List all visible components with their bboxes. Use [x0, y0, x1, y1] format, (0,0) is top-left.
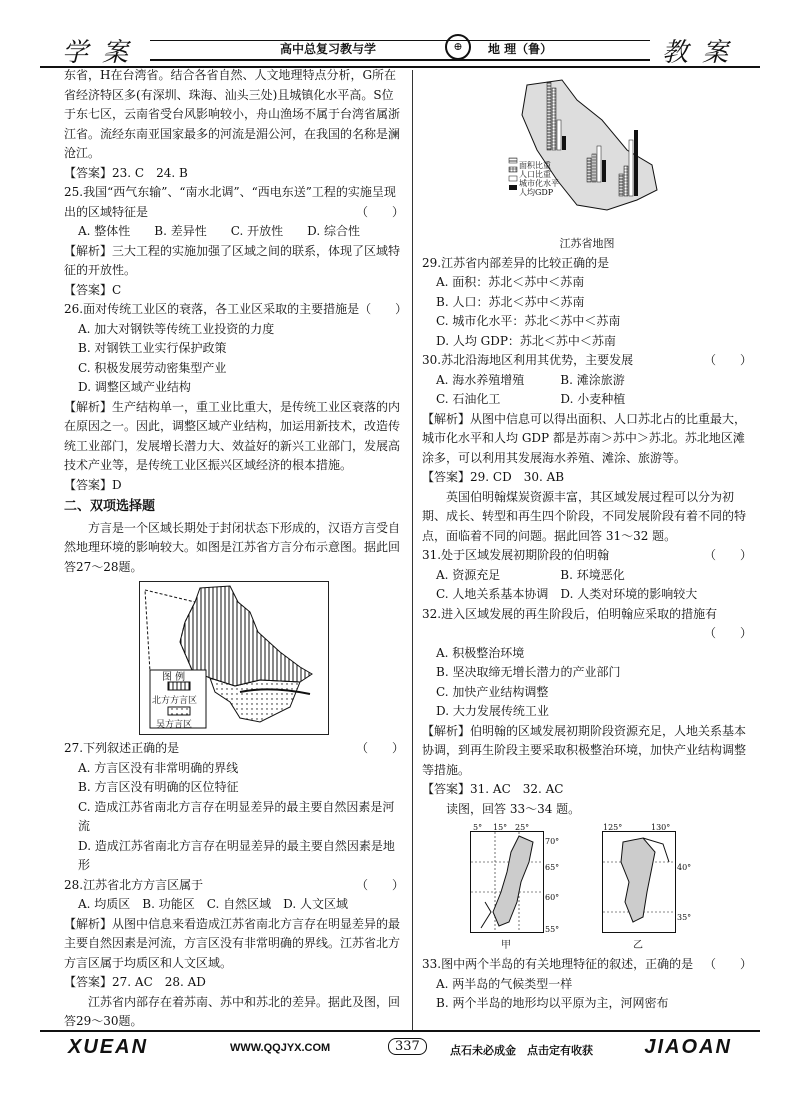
- q26-explanation: 【解析】生产结构单一，重工业比重大，是传统工业区衰落的内在原因之一。因此，调整区域产业结构，加运用新技术，改造传统工业部门，发展增长潜力大、效益好的新兴工业部门，发展高技术产业等，是传统工业区振兴区域经济的根本措施。: [64, 399, 401, 472]
- q29-30-answer: 【答案】29. CD 30. AB: [422, 470, 565, 484]
- q33-bracket: （ ）: [703, 957, 752, 971]
- q27-28-intro: 方言是一个区域长期处于封闭状态下形成的，汉语方言受自然地理环境的影响较大。如图是江苏省方言分布示意图。据此回答27～28题。: [64, 520, 401, 574]
- q25-text: 25.我国“西气东输”、“南水北调”、“西电东送”工程的实施呈现出的区域特征是: [64, 185, 396, 219]
- q24-explanation-cont: 东省，H在台湾省。结合各省自然、人文地理特点分析，G所在省经济特区多(有深圳、珠海、汕头三处)且城镇化水平高。S位于东七区，云南省受台风影响较小，舟山渔场不属于台湾省属浙江省。流经东南亚国家最多的河流是湄公河，在我国的名称是澜沧江。: [64, 68, 401, 160]
- q25-stem: [64, 183, 404, 222]
- q32-option-c: C. 加快产业结构调整: [436, 684, 549, 699]
- q30-options-ab: A. 海水养殖增殖 B. 滩涂旅游: [436, 372, 625, 387]
- q29-option-a: A. 面积：苏北＜苏中＜苏南: [436, 275, 585, 289]
- map-a-lat-70: 70°: [545, 837, 560, 846]
- chart-legend-area: 面积比重: [519, 161, 551, 170]
- page-footer: [40, 1030, 760, 1066]
- q27-text: 27.下列叙述正确的是: [64, 741, 180, 755]
- q27-option-a: A. 方言区没有非常明确的界线: [78, 760, 239, 775]
- q25-explanation: 【解析】三大工程的实施加强了区域之间的联系，体现了区域特征的开放性。: [64, 243, 401, 277]
- q28-stem: [64, 876, 404, 896]
- map-a-lon-25: 25°: [515, 823, 530, 832]
- q30-bracket: （ ）: [703, 353, 752, 367]
- q32-stem: 32.进入区域发展的再生阶段后，伯明翰应采取的措施有: [422, 606, 718, 621]
- legend-north-dialect: 北方方言区: [152, 696, 198, 706]
- column-divider: [412, 70, 413, 1030]
- q28-bracket: （ ）: [355, 877, 404, 892]
- footer-left-brand: XUEAN: [68, 1036, 149, 1058]
- jiangsu-map-graphic: [507, 70, 667, 230]
- q27-option-d: D. 造成江苏省南北方言存在明显差异的最主要自然因素是地形: [78, 838, 395, 872]
- q25-options: A. 整体性 B. 差异性 C. 开放性 D. 综合性: [78, 224, 360, 238]
- q33-stem: [422, 955, 752, 975]
- q33-option-a: A. 两半岛的气候类型一样: [436, 976, 573, 991]
- q29-option-c: C. 城市化水平：苏北＜苏中＜苏南: [436, 314, 621, 328]
- q29-stem: 29.江苏省内部差异的比较正确的是: [422, 255, 610, 270]
- q25-bracket: （ ）: [355, 204, 404, 219]
- q31-32-intro: 英国伯明翰煤炭资源丰富，其区域发展过程可以分为初期、成长、转型和再生四个阶段，不同发展阶段有着不同的特点，面临着不同的问题。据此回答 31～32 题。: [422, 489, 747, 543]
- map-b-lat-40: 40°: [677, 863, 692, 872]
- q29-30-intro: 江苏省内部存在着苏南、苏中和苏北的差异。据此及图，回答29～30题。: [64, 994, 401, 1028]
- footer-motto: 点石未必成金 点击定有收获: [450, 1044, 593, 1057]
- header-right-title: 教案: [661, 38, 742, 68]
- q27-bracket: （ ）: [355, 741, 404, 755]
- q30-options-cd: C. 石油化工 D. 小麦种植: [436, 392, 626, 406]
- chart-legend-urbanization: 城市化水平: [519, 179, 559, 188]
- q26-option-b: B. 对钢铁工业实行保护政策: [78, 341, 227, 355]
- q28-text: 28.江苏省北方方言区属于: [64, 877, 204, 892]
- chart-legend-gdp: 人均GDP: [519, 188, 554, 197]
- q30-explanation: 【解析】从图中信息可以得出面积、人口苏北占的比重最大，城市化水平和人均 GDP 都是苏南＞苏中＞苏北。苏北地区滩涂多，可以利用其发展海水养殖、滩涂、旅游等。: [422, 411, 747, 465]
- map-b-lon-125: 125°: [603, 823, 623, 832]
- map-a-lat-55: 55°: [545, 925, 560, 934]
- publisher-logo-icon: ⊕: [445, 34, 471, 60]
- q27-stem: [64, 739, 404, 759]
- map-a-scandinavia: [470, 823, 560, 951]
- q31-options-ab: A. 资源充足 B. 环境恶化: [436, 567, 625, 582]
- q26-stem: 26.面对传统工业区的衰落，各工业区采取的主要措施是（ ）: [64, 302, 408, 316]
- jiangsu-dialect-map: [139, 581, 329, 735]
- q28-explanation: 【解析】从图中信息来看造成江苏省南北方言存在明显差异的最主要自然因素是河流，方言区没有非常明确的界线。江苏省北方方言区属于均质区和人文区域。: [64, 916, 401, 970]
- q31-stem: [422, 546, 752, 566]
- q27-option-c: C. 造成江苏省南北方言存在明显差异的最主要自然因素是河流: [78, 799, 395, 833]
- q26-option-a: A. 加大对钢铁等传统工业投资的力度: [78, 321, 275, 336]
- header-left-title: 学案: [62, 38, 143, 68]
- map-a-label: 甲: [501, 940, 511, 951]
- left-column: [64, 66, 408, 1032]
- q30-text: 30.苏北沿海地区利用其优势，主要发展: [422, 353, 634, 367]
- q31-options-cd: C. 人地关系基本协调 D. 人类对环境的影响较大: [436, 587, 698, 601]
- q32-bracket: （ ）: [703, 626, 752, 640]
- header-subject: 地 理（鲁）: [488, 42, 553, 56]
- footer-rule: [40, 1030, 760, 1032]
- q33-34-intro: 读图，回答 33～34 题。: [446, 801, 581, 816]
- header-series-title: 高中总复习教与学: [280, 42, 377, 56]
- footer-url: WWW.QQJYX.COM: [230, 1042, 331, 1054]
- legend-title: 图 例: [162, 672, 186, 683]
- page-number: 337: [388, 1038, 427, 1055]
- q31-text: 31.处于区域发展初期阶段的伯明翰: [422, 548, 610, 562]
- peninsula-maps: [422, 821, 752, 953]
- q30-stem: [422, 351, 752, 371]
- q32-explanation: 【解析】伯明翰的区域发展初期阶段资源充足，人地关系基本协调，到再生阶段主要采取积极整治环境，加快产业结构调整等措施。: [422, 723, 747, 777]
- q26-option-c: C. 积极发展劳动密集型产业: [78, 360, 227, 375]
- map-b-korea: [602, 823, 692, 951]
- q25-answer: 【答案】C: [64, 282, 122, 297]
- map-b-lat-35: 35°: [677, 913, 692, 922]
- q29-option-d: D. 人均 GDP：苏北＜苏中＜苏南: [436, 333, 616, 348]
- q26-answer: 【答案】D: [64, 477, 122, 492]
- chart-legend-population: 人口比重: [519, 170, 551, 179]
- jiangsu-map-caption: 江苏省地图: [559, 237, 615, 250]
- q29-option-b: B. 人口：苏北＜苏中＜苏南: [436, 294, 585, 309]
- map-a-lon-5: 5°: [473, 823, 483, 832]
- q32-option-d: D. 大力发展传统工业: [436, 704, 549, 718]
- q23-24-answer: 【答案】23. C 24. B: [64, 165, 188, 180]
- q27-option-b: B. 方言区没有明确的区位特征: [78, 780, 239, 794]
- map-a-lat-65: 65°: [545, 863, 560, 872]
- map-a-lon-15: 15°: [493, 823, 508, 832]
- q27-28-answer: 【答案】27. AC 28. AD: [64, 975, 206, 989]
- q33-text: 33.图中两个半岛的有关地理特征的叙述，正确的是: [422, 957, 694, 971]
- jiangsu-stats-map: [507, 70, 667, 230]
- q32-option-b: B. 坚决取缔无增长潜力的产业部门: [436, 665, 621, 679]
- q28-options: A. 均质区 B. 功能区 C. 自然区域 D. 人文区域: [78, 897, 348, 911]
- q33-option-b: B. 两个半岛的地形均以平原为主，河网密布: [436, 996, 669, 1010]
- map-b-lon-130: 130°: [651, 823, 671, 832]
- q32-option-a: A. 积极整治环境: [436, 645, 525, 660]
- header-band: [150, 40, 650, 61]
- map-b-label: 乙: [633, 940, 643, 951]
- section-heading-double-choice: 二、双项选择题: [64, 499, 156, 514]
- map-a-graphic: [471, 832, 543, 932]
- map-a-lat-60: 60°: [545, 893, 560, 902]
- right-column: [422, 66, 752, 1014]
- q31-bracket: （ ）: [703, 548, 752, 562]
- map-b-graphic: [603, 832, 675, 932]
- q31-32-answer: 【答案】31. AC 32. AC: [422, 782, 564, 796]
- q26-option-d: D. 调整区域产业结构: [78, 380, 191, 394]
- legend-wu-dialect: 吴方言区: [156, 720, 193, 730]
- footer-right-brand: JIAOAN: [644, 1036, 732, 1058]
- page-header: [40, 28, 760, 68]
